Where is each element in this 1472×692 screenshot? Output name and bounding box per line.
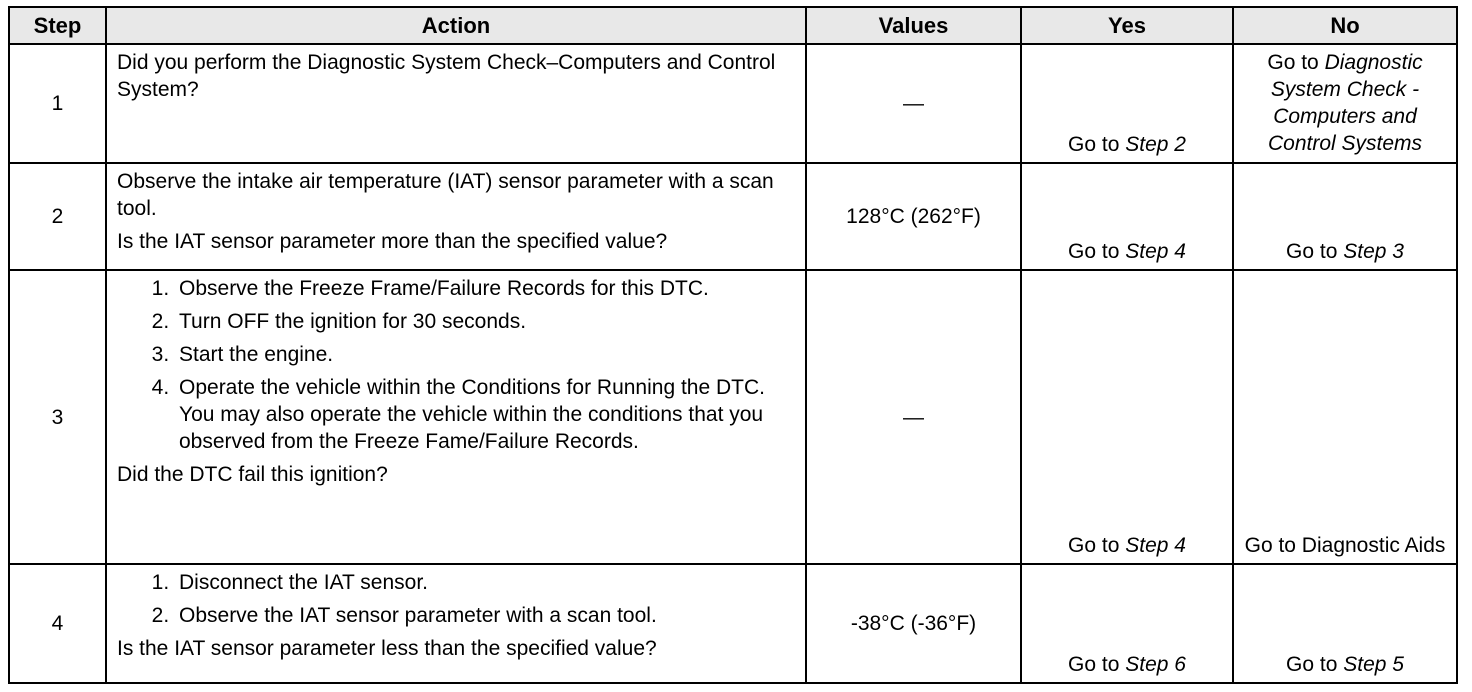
- table-row: [9, 163, 1457, 271]
- table-row: [9, 564, 1457, 683]
- list-item: 2. Turn OFF the ignition for 30 seconds.: [175, 308, 795, 335]
- header-row: [9, 7, 1457, 44]
- no-prefix: Go to: [1286, 240, 1344, 264]
- list-item: 2. Observe the IAT sensor parameter with a scan tool.: [175, 602, 795, 629]
- list-item: 3. Start the engine.: [175, 341, 795, 368]
- no-procedure-link[interactable]: Diagnostic System Check - Computers and Control Systems: [1267, 51, 1423, 156]
- action-text: Observe the intake air temperature (IAT) sensor parameter with a scan tool.: [117, 169, 774, 220]
- no-diagnostic-aids-link[interactable]: Go to Diagnostic Aids: [1244, 534, 1446, 558]
- diagnostic-table: [8, 6, 1458, 684]
- yes-prefix: Go to: [1068, 132, 1126, 156]
- yes-prefix: Go to: [1068, 240, 1126, 264]
- action-text: Did you perform the Diagnostic System Check–Computers and Control System?: [117, 51, 776, 101]
- action-steps-list: [117, 569, 795, 629]
- header-values: Values: [806, 7, 1021, 44]
- table-row: [9, 44, 1457, 163]
- list-item: 4. Operate the vehicle within the Conditions for Running the DTC. You may also operate the vehicle within the conditions that you observed from the Freeze Fame/Failure Records.: [175, 374, 795, 455]
- yes-step-link[interactable]: Step 4: [1125, 240, 1186, 264]
- yes-step-link[interactable]: Step 6: [1125, 653, 1186, 676]
- action-cell: [106, 270, 806, 564]
- list-item: 1. Observe the Freeze Frame/Failure Records for this DTC.: [175, 275, 795, 302]
- yes-step-link[interactable]: Step 4: [1125, 534, 1186, 558]
- action-question: Is the IAT sensor parameter more than the specified value?: [117, 229, 668, 253]
- value-cell: -38°C (-36°F): [806, 564, 1021, 683]
- value-dash: —: [903, 405, 924, 429]
- no-cell: [1233, 163, 1457, 271]
- no-cell: [1233, 564, 1457, 683]
- no-step-link[interactable]: Step 5: [1343, 653, 1404, 676]
- value-cell: 128°C (262°F): [806, 163, 1021, 271]
- header-step: Step: [9, 7, 106, 44]
- no-prefix: Go to: [1267, 51, 1325, 75]
- diagnostic-table-page: [8, 6, 1456, 684]
- yes-cell: [1021, 270, 1233, 564]
- no-prefix: Go to: [1286, 653, 1344, 676]
- yes-prefix: Go to: [1068, 534, 1126, 558]
- step-number: 3: [9, 270, 106, 564]
- yes-cell: [1021, 564, 1233, 683]
- value-dash: —: [903, 91, 924, 115]
- no-step-link[interactable]: Step 3: [1343, 240, 1404, 264]
- action-cell: [106, 163, 806, 271]
- no-cell: [1233, 270, 1457, 564]
- value-cell: [806, 270, 1021, 564]
- action-question: Is the IAT sensor parameter less than the specified value?: [117, 637, 657, 661]
- yes-cell: [1021, 44, 1233, 163]
- step-number: 2: [9, 163, 106, 271]
- list-item: 1. Disconnect the IAT sensor.: [175, 569, 795, 596]
- step-number: 1: [9, 44, 106, 163]
- yes-prefix: Go to: [1068, 653, 1126, 676]
- no-cell: [1233, 44, 1457, 163]
- value-cell: [806, 44, 1021, 163]
- yes-step-link[interactable]: Step 2: [1125, 132, 1186, 156]
- action-cell: [106, 44, 806, 163]
- table-row: [9, 270, 1457, 564]
- step-number: 4: [9, 564, 106, 683]
- action-question: Did the DTC fail this ignition?: [117, 463, 388, 487]
- action-steps-list: [117, 275, 795, 455]
- header-no: No: [1233, 7, 1457, 44]
- action-cell: [106, 564, 806, 683]
- yes-cell: [1021, 163, 1233, 271]
- header-action: Action: [106, 7, 806, 44]
- header-yes: Yes: [1021, 7, 1233, 44]
